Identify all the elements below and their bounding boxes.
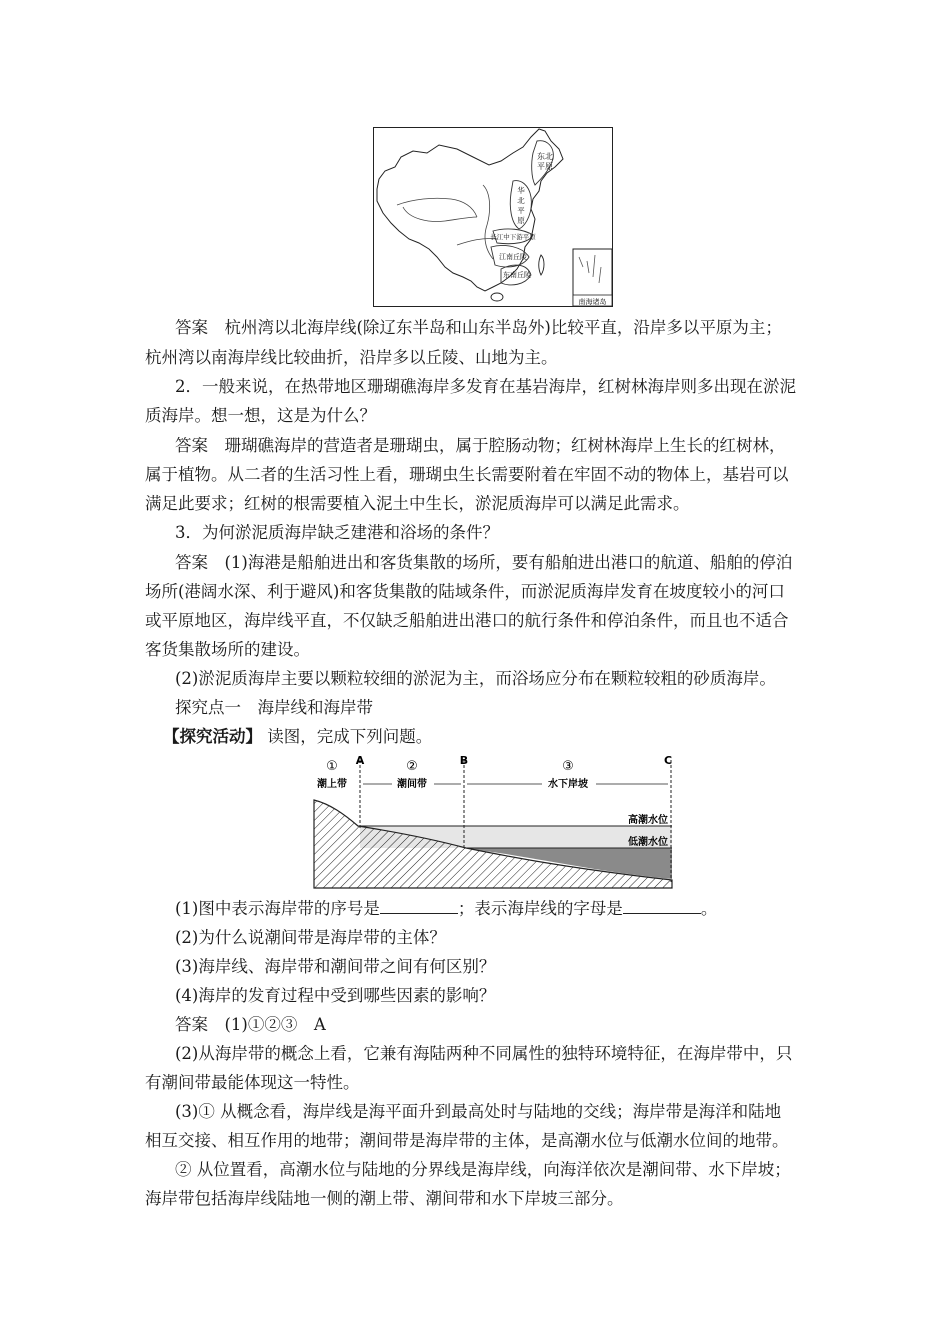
label-northeast-2: 平原 [537, 162, 553, 171]
answer-2-line-1: 答案 珊瑚礁海岸的营造者是珊瑚虫，属于腔肠动物；红树林海岸上生长的红树林， [175, 436, 786, 455]
china-coast-map [373, 127, 613, 307]
answer-part-3b-line-1: ② 从位置看，高潮水位与陆地的分界线是海岸线，向海洋依次是潮间带、水下岸坡； [175, 1160, 791, 1179]
activity-line [163, 727, 432, 747]
answer-part-2-line-2: 有潮间带最能体现这一特性。 [145, 1073, 360, 1092]
low-tide-label: 低潮水位 [628, 837, 668, 848]
label-yangtze: 长江中下游平原 [490, 233, 536, 241]
label-southeast: 东南丘陵 [503, 271, 531, 279]
activity-tag: 【探究活动】 [163, 727, 262, 746]
point-c: C [663, 754, 673, 767]
problem-1-part-c: 。 [700, 899, 718, 918]
question-2-line-2: 质海岸。想一想，这是为什么？ [145, 406, 376, 425]
answer-1-line-2: 杭州湾以南海岸线比较曲折，沿岸多以丘陵、山地为主。 [145, 348, 558, 367]
zone-1-number: ① [326, 759, 338, 774]
label-northchina-1: 华 [517, 186, 525, 195]
point-a: A [355, 754, 365, 767]
problem-1-part-b: ；表示海岸线的字母是 [457, 899, 623, 918]
label-northchina-4: 原 [517, 216, 525, 225]
problem-4: (4)海岸的发育过程中受到哪些因素的影响？ [175, 986, 496, 1005]
answer-part-1: 答案 (1)①②③ A [175, 1015, 326, 1034]
answer-3-line-1: 答案 (1)海港是船舶进出和客货集散的场所，要有船舶进出港口的航道、船舶的停泊 [175, 553, 793, 572]
problem-2: (2)为什么说潮间带是海岸带的主体？ [175, 928, 446, 947]
zone-2-name: 潮间带 [397, 779, 427, 790]
answer-part-3-line-2: 相互交接、相互作用的地带；潮间带是海岸带的主体，是高潮水位与低潮水位间的地带。 [145, 1131, 789, 1150]
label-inset: 南海诸岛 [578, 298, 607, 306]
point-b: B [459, 754, 469, 767]
section-heading: 探究点一 海岸线和海岸带 [175, 698, 373, 717]
coastal-zone-diagram [306, 752, 682, 892]
problem-1-part-a: (1)图中表示海岸带的序号是 [175, 899, 380, 918]
activity-text: 读图，完成下列问题。 [267, 727, 433, 746]
answer-3-line-3: 或平原地区，海岸线平直，不仅缺乏船舶进出港口的航行条件和停泊条件，而且也不适合 [145, 611, 789, 630]
zone-3-number: ③ [562, 759, 574, 774]
answer-2-line-2: 属于植物。从二者的生活习性上看，珊瑚虫生长需要附着在牢固不动的物体上，基岩可以 [145, 465, 789, 484]
label-northchina-3: 平 [517, 206, 525, 215]
answer-3-line-4: 客货集散场所的建设。 [145, 640, 310, 659]
zone-3-name: 水下岸坡 [548, 779, 588, 790]
zone-1-name: 潮上带 [317, 779, 347, 790]
answer-1-line-1: 答案 杭州湾以北海岸线(除辽东半岛和山东半岛外)比较平直，沿岸多以平原为主； [175, 318, 782, 337]
zone-2-number: ② [406, 759, 418, 774]
label-northchina-2: 北 [517, 196, 525, 205]
high-tide-label: 高潮水位 [628, 815, 668, 826]
question-2-line-1: 2．一般来说，在热带地区珊瑚礁海岸多发育在基岩海岸，红树林海岸则多出现在淤泥 [175, 377, 796, 396]
answer-3-part-2: (2)淤泥质海岸主要以颗粒较细的淤泥为主，而浴场应分布在颗粒较粗的砂质海岸。 [175, 669, 776, 688]
label-jiangnan: 江南丘陵 [499, 253, 527, 261]
problem-1 [175, 899, 717, 919]
answer-part-3b-line-2: 海岸带包括海岸线陆地一侧的潮上带、潮间带和水下岸坡三部分。 [145, 1189, 624, 1208]
question-3: 3．为何淤泥质海岸缺乏建港和浴场的条件？ [175, 523, 499, 542]
answer-2-line-3: 满足此要求；红树的根需要植入泥土中生长，淤泥质海岸可以满足此需求。 [145, 494, 690, 513]
blank-answer-2[interactable] [623, 899, 701, 914]
blank-answer-1[interactable] [380, 899, 458, 914]
answer-3-line-2: 场所(港阔水深、利于避风)和客货集散的陆域条件，而淤泥质海岸发育在坡度较小的河口 [145, 582, 785, 601]
label-northeast-1: 东北 [537, 152, 553, 161]
problem-3: (3)海岸线、海岸带和潮间带之间有何区别？ [175, 957, 496, 976]
answer-part-3-line-1: (3)① 从概念看，海岸线是海平面升到最高处时与陆地的交线；海岸带是海洋和陆地 [175, 1102, 782, 1121]
answer-part-2-line-1: (2)从海岸带的概念上看，它兼有海陆两种不同属性的独特环境特征，在海岸带中，只 [175, 1044, 793, 1063]
